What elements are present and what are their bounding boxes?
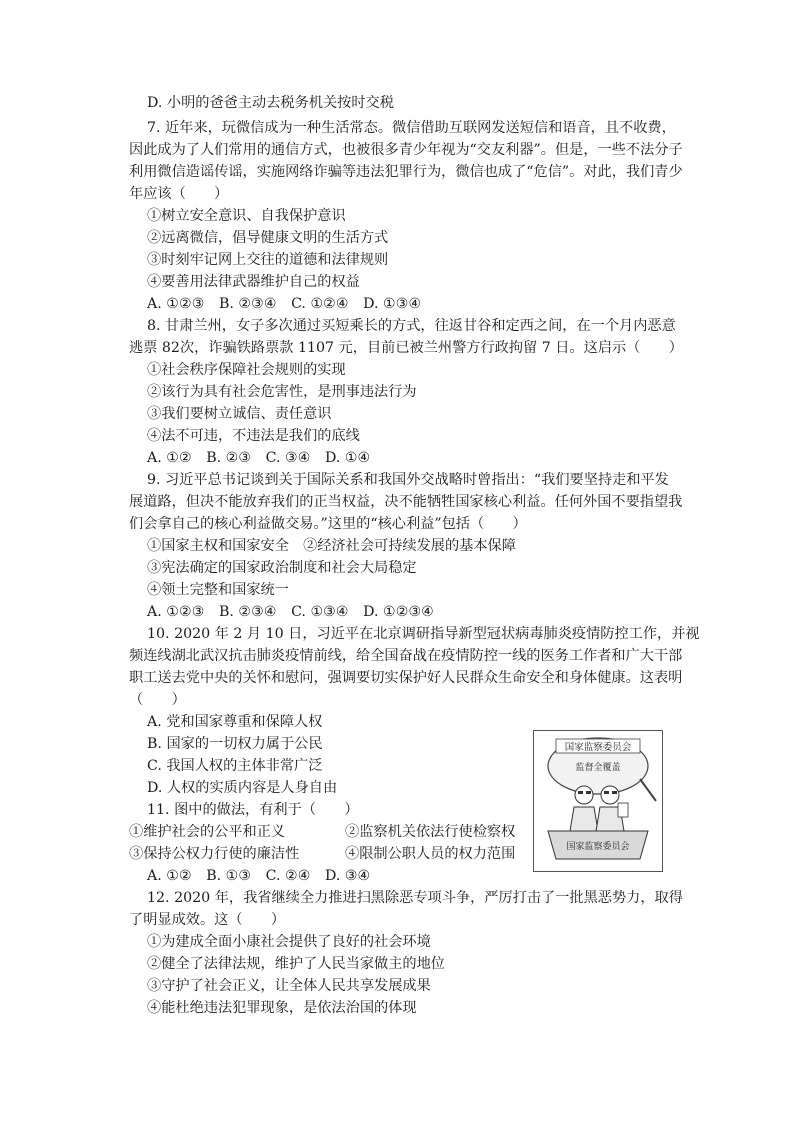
q9-option-d: D. ①②③④	[363, 604, 434, 620]
q7-stem-line-4: 年应该（ ）	[129, 186, 229, 202]
q11-item-1: ①维护社会的公平和正义	[129, 824, 286, 840]
q9-option-c: C. ①③④	[291, 604, 349, 620]
q10-stem-line-2: 频连线湖北武汉抗击肺炎疫情前线，给全国奋战在疫情防控一线的医务工作者和广大干部	[129, 648, 683, 664]
q7-options	[147, 294, 431, 314]
q7-option-b: B. ②③④	[218, 296, 277, 312]
q8-item-3: ③我们要树立诚信、责任意识	[147, 406, 332, 422]
q9-options	[147, 602, 444, 622]
q12-item-3: ③守护了社会正义，让全体人民共享发展成果	[147, 978, 431, 994]
q8-option-a: A. ①②	[147, 450, 192, 466]
q7-option-d: D. ①③④	[363, 296, 422, 312]
q9-item-3: ④领土完整和国家统一	[147, 582, 289, 598]
cartoon-bottom-label: 国家监察委员会	[566, 842, 630, 852]
q9-option-b: B. ②③④	[218, 604, 277, 620]
q8-stem-line-2: 逃票 82次，诈骗铁路票款 1107 元，目前已被兰州警方行政拘留 7 日。这启示（ ）	[129, 340, 683, 356]
q12-stem-line-2: 了明显成效。这（ ）	[129, 912, 286, 928]
q10-stem-line-4: （ ）	[129, 692, 186, 708]
q12-item-1: ①为建成全面小康社会提供了良好的社会环境	[147, 934, 431, 950]
q9-stem-line-3: 们会拿自己的核心利益做交易。”这里的“核心利益”包括（ ）	[129, 516, 527, 532]
q7-stem-line-1: 7. 近年来，玩微信成为一种生活常态。微信借助互联网发送短信和语音，且不收费，	[147, 120, 676, 136]
q12-stem-line-1: 12. 2020 年，我省继续全力推进扫黑除恶专项斗争，严厉打击了一批黑恶势力，取得	[147, 890, 683, 906]
q11-option-a: A. ①②	[147, 868, 192, 884]
q7-option-c: C. ①②④	[291, 296, 349, 312]
q12-item-2: ②健全了法律法规，维护了人民当家做主的地位	[147, 956, 445, 972]
q9-stem-line-1: 9. 习近平总书记谈到关于国际关系和我国外交战略时曾指出：“我们要坚持走和平发	[147, 472, 669, 488]
q11-item-4: ④限制公职人员的权力范围	[345, 846, 516, 862]
q7-item-2: ②远离微信，倡导健康文明的生活方式	[147, 230, 389, 246]
q11-item-2: ②监察机关依法行使检察权	[345, 824, 516, 840]
cartoon-top-label: 国家监察委员会	[564, 742, 632, 753]
q7-stem-line-2: 因此成为了人们常用的通信方式，也被很多青少年视为“交友利器”。但是，一些不法分子	[129, 142, 683, 158]
q8-item-4: ④法不可违，不违法是我们的底线	[147, 428, 360, 444]
q7-item-4: ④要善用法律武器维护自己的权益	[147, 274, 360, 290]
q10-option-a: A. 党和国家尊重和保障人权	[147, 714, 323, 730]
q7-item-3: ③时刻牢记网上交往的道德和法律规则	[147, 252, 389, 268]
q9-stem-line-2: 展道路，但决不能放弃我们的正当权益，决不能牺牲国家核心利益。任何外国不要指望我	[129, 494, 683, 510]
q7-stem-line-3: 利用微信造谣传谣，实施网络诈骗等违法犯罪行为，微信也成了“危信”。对此，我们青少	[129, 164, 683, 180]
q11-option-b: B. ①③	[206, 868, 252, 884]
q12-item-4: ④能杜绝违法犯罪现象，是依法治国的体现	[147, 1000, 417, 1016]
cartoon-sign: 监督全覆盖	[575, 763, 621, 773]
q9-item-2: ③宪法确定的国家政治制度和社会大局稳定	[147, 560, 417, 576]
q11-stem: 11. 图中的做法，有利于（ ）	[147, 802, 359, 818]
q11-item-3: ③保持公权力行使的廉洁性	[129, 846, 300, 862]
q11-option-c: C. ②④	[265, 868, 311, 884]
q10-option-b: B. 国家的一切权力属于公民	[147, 736, 323, 752]
q7-option-a: A. ①②③	[147, 296, 205, 312]
q11-option-d: D. ③④	[324, 868, 371, 884]
q11-cartoon-figure	[533, 730, 663, 872]
q11-options	[147, 866, 380, 886]
q10-option-d: D. 人权的实质内容是人身自由	[147, 780, 338, 796]
q8-stem-line-1: 8. 甘肃兰州，女子多次通过买短乘长的方式，往返甘谷和定西之间，在一个月内恶意	[147, 318, 676, 334]
q8-option-c: C. ③④	[265, 450, 311, 466]
q10-option-c: C. 我国人权的主体非常广泛	[147, 758, 323, 774]
q8-options	[147, 448, 380, 468]
q8-option-d: D. ①④	[324, 450, 371, 466]
cartoon-illustration	[534, 731, 662, 871]
q7-item-1: ①树立安全意识、自我保护意识	[147, 208, 346, 224]
q6-option-d: D. 小明的爸爸主动去税务机关按时交税	[147, 95, 394, 111]
q8-option-b: B. ②③	[206, 450, 252, 466]
q8-item-1: ①社会秩序保障社会规则的实现	[147, 362, 346, 378]
q9-item-1: ①国家主权和国家安全 ②经济社会可持续发展的基本保障	[147, 538, 516, 554]
q8-item-2: ②该行为具有社会危害性，是刑事违法行为	[147, 384, 417, 400]
q10-stem-line-3: 职工送去党中央的关怀和慰问，强调要切实保护好人民群众生命安全和身体健康。这表明	[129, 670, 683, 686]
q9-option-a: A. ①②③	[147, 604, 205, 620]
q10-stem-line-1: 10. 2020 年 2 月 10 日，习近平在北京调研指导新型冠状病毒肺炎疫情防控工作，并视	[147, 626, 700, 642]
